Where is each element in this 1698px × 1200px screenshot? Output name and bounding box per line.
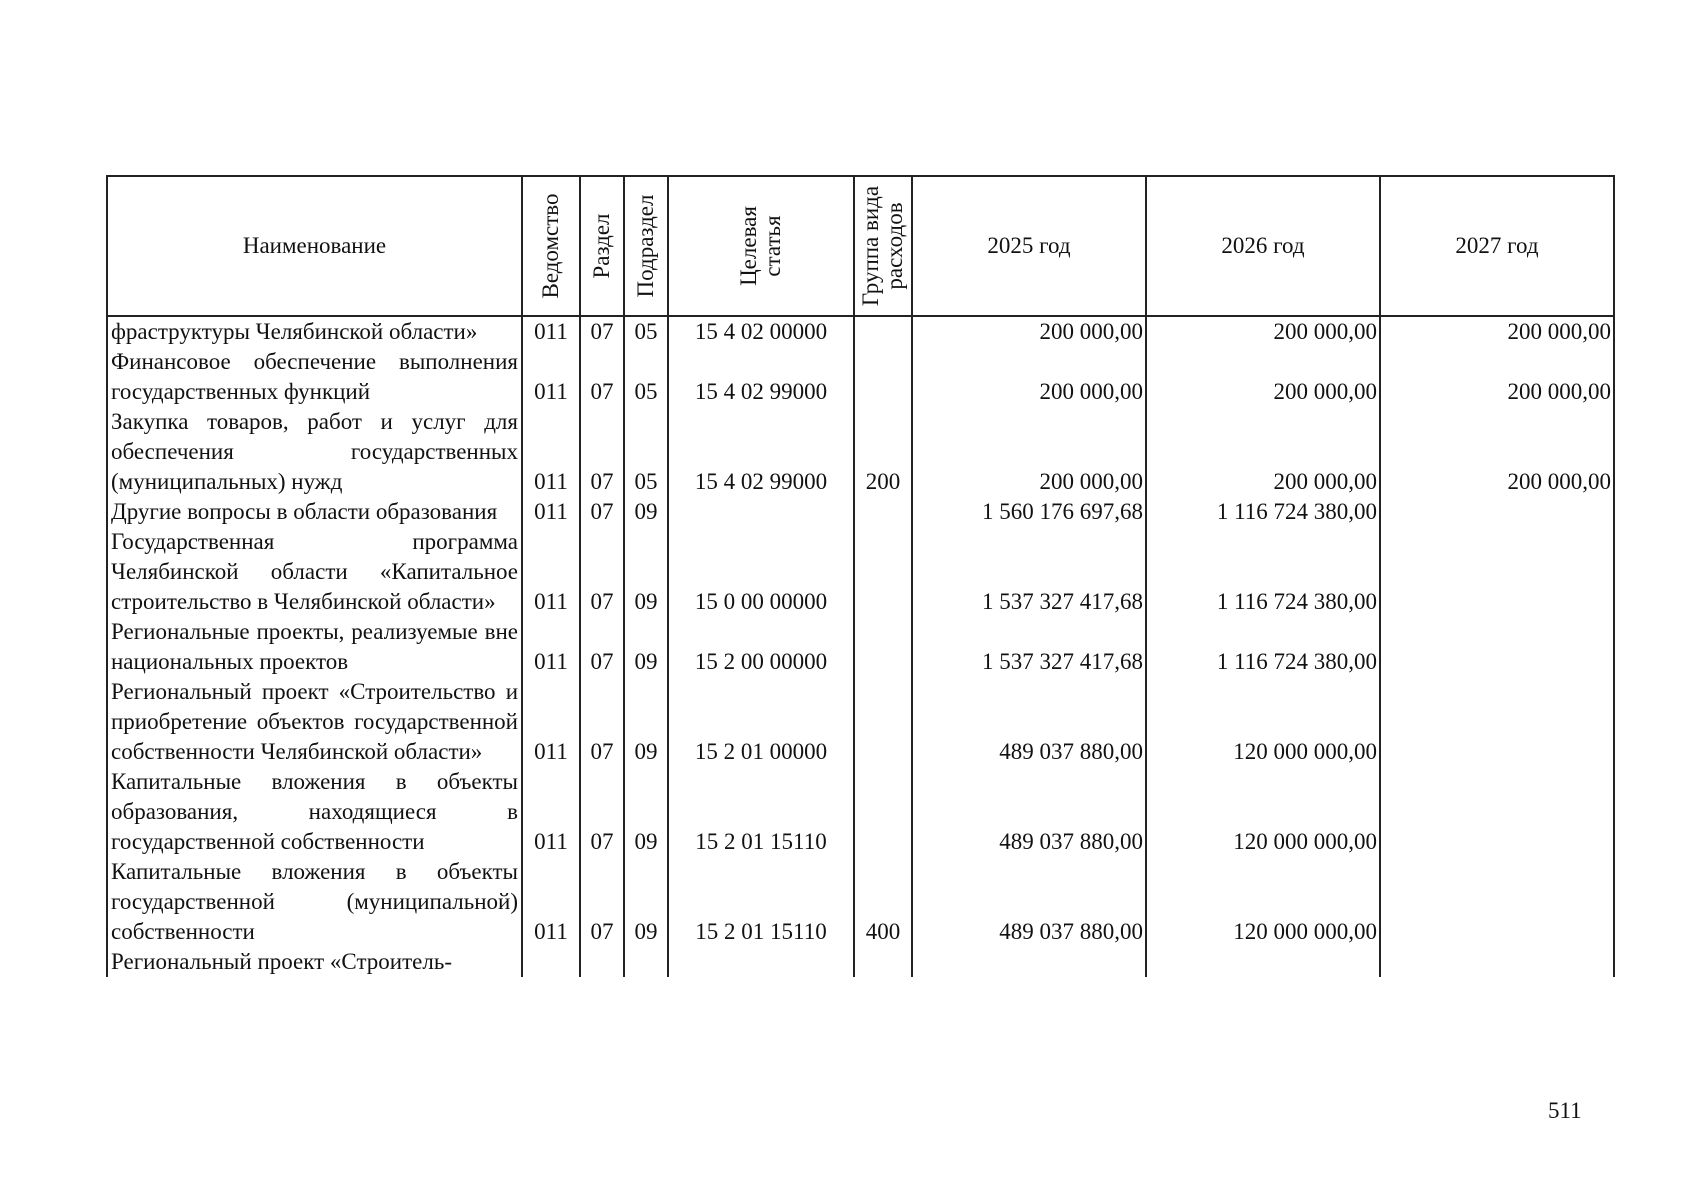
row-name: Капитальные вложения в объекты образования, находящиеся в государственной собственности: [107, 767, 522, 857]
row-razdel: 07: [580, 407, 624, 497]
row-razdel: 07: [580, 857, 624, 947]
row-amount-2026: [1146, 947, 1380, 977]
row-razdel: 07: [580, 527, 624, 617]
row-podrazdel: 09: [624, 617, 668, 677]
row-amount-2025: 200 000,00: [912, 316, 1146, 347]
table-row: [107, 316, 1614, 347]
row-amount-2026: 1 116 724 380,00: [1146, 497, 1380, 527]
row-target-article: 15 0 00 00000: [668, 527, 854, 617]
row-name: Капитальные вложения в объекты государственной (муниципальной) собственности: [107, 857, 522, 947]
row-amount-2025: 489 037 880,00: [912, 857, 1146, 947]
row-podrazdel: 09: [624, 677, 668, 767]
row-name: Финансовое обеспечение выполнения государственных функций: [107, 347, 522, 407]
row-razdel: 07: [580, 347, 624, 407]
row-amount-2025: 1 537 327 417,68: [912, 527, 1146, 617]
row-amount-2027: [1380, 857, 1614, 947]
row-vedomstvo: 011: [522, 767, 580, 857]
row-podrazdel: [624, 947, 668, 977]
row-expense-group: [854, 497, 912, 527]
row-amount-2025: 489 037 880,00: [912, 677, 1146, 767]
row-vedomstvo: 011: [522, 407, 580, 497]
header-row: [107, 176, 1614, 316]
table-body: [107, 316, 1614, 977]
row-expense-group: 400: [854, 857, 912, 947]
row-vedomstvo: 011: [522, 677, 580, 767]
header-2027: 2027 год: [1380, 176, 1614, 316]
row-amount-2027: [1380, 767, 1614, 857]
row-vedomstvo: 011: [522, 497, 580, 527]
row-expense-group: [854, 677, 912, 767]
row-amount-2026: 120 000 000,00: [1146, 677, 1380, 767]
row-amount-2025: 489 037 880,00: [912, 767, 1146, 857]
row-vedomstvo: 011: [522, 857, 580, 947]
row-amount-2025: 200 000,00: [912, 347, 1146, 407]
page-number: 511: [1548, 1098, 1582, 1123]
row-target-article: 15 2 01 15110: [668, 857, 854, 947]
row-amount-2026: 200 000,00: [1146, 316, 1380, 347]
header-name: Наименование: [107, 176, 522, 316]
row-podrazdel: 05: [624, 316, 668, 347]
row-podrazdel: 09: [624, 497, 668, 527]
row-razdel: 07: [580, 497, 624, 527]
row-amount-2026: 1 116 724 380,00: [1146, 617, 1380, 677]
row-name: Государственная программа Челябинской области «Капитальное строительство в Челябинской области»: [107, 527, 522, 617]
row-razdel: 07: [580, 316, 624, 347]
row-target-article: [668, 497, 854, 527]
row-name: Региональный проект «Строитель-: [107, 947, 522, 977]
row-name: Региональный проект «Строительство и приобретение объектов государственной собственности Челябинской области»: [107, 677, 522, 767]
row-expense-group: [854, 947, 912, 977]
row-podrazdel: 09: [624, 857, 668, 947]
row-expense-group: [854, 347, 912, 407]
row-name: Другие вопросы в области образования: [107, 497, 522, 527]
table-row: [107, 857, 1614, 947]
row-amount-2025: 1 560 176 697,68: [912, 497, 1146, 527]
row-amount-2025: 1 537 327 417,68: [912, 617, 1146, 677]
header-2025: 2025 год: [912, 176, 1146, 316]
row-amount-2025: [912, 947, 1146, 977]
row-amount-2025: 200 000,00: [912, 407, 1146, 497]
header-expense-group: Группа вида расходов: [854, 176, 912, 316]
table-row: [107, 347, 1614, 407]
row-target-article: 15 4 02 99000: [668, 407, 854, 497]
row-target-article: 15 2 00 00000: [668, 617, 854, 677]
row-podrazdel: 05: [624, 347, 668, 407]
row-amount-2026: 120 000 000,00: [1146, 857, 1380, 947]
table-row: [107, 407, 1614, 497]
row-amount-2027: [1380, 497, 1614, 527]
row-amount-2027: 200 000,00: [1380, 347, 1614, 407]
row-target-article: 15 4 02 99000: [668, 347, 854, 407]
row-amount-2027: [1380, 947, 1614, 977]
row-target-article: [668, 947, 854, 977]
header-podrazdel: Подраздел: [624, 176, 668, 316]
table-row: [107, 677, 1614, 767]
row-razdel: 07: [580, 767, 624, 857]
row-target-article: 15 2 01 15110: [668, 767, 854, 857]
row-vedomstvo: [522, 947, 580, 977]
row-amount-2026: 200 000,00: [1146, 407, 1380, 497]
row-name: фраструктуры Челябинской области»: [107, 316, 522, 347]
row-amount-2027: 200 000,00: [1380, 407, 1614, 497]
row-expense-group: [854, 617, 912, 677]
row-expense-group: [854, 527, 912, 617]
header-razdel: Раздел: [580, 176, 624, 316]
row-target-article: 15 4 02 00000: [668, 316, 854, 347]
row-vedomstvo: 011: [522, 347, 580, 407]
row-podrazdel: 05: [624, 407, 668, 497]
budget-table: [106, 175, 1615, 977]
row-expense-group: [854, 767, 912, 857]
row-amount-2026: 120 000 000,00: [1146, 767, 1380, 857]
row-razdel: 07: [580, 677, 624, 767]
row-expense-group: [854, 316, 912, 347]
header-2026: 2026 год: [1146, 176, 1380, 316]
row-amount-2027: [1380, 677, 1614, 767]
row-vedomstvo: 011: [522, 617, 580, 677]
table-row: [107, 497, 1614, 527]
header-target-article: Целевая статья: [668, 176, 854, 316]
row-target-article: 15 2 01 00000: [668, 677, 854, 767]
row-podrazdel: 09: [624, 527, 668, 617]
table-row: [107, 617, 1614, 677]
header-vedomstvo: Ведомство: [522, 176, 580, 316]
row-amount-2027: [1380, 527, 1614, 617]
row-vedomstvo: 011: [522, 316, 580, 347]
row-expense-group: 200: [854, 407, 912, 497]
row-razdel: 07: [580, 617, 624, 677]
row-name: Региональные проекты, реализуемые вне национальных проектов: [107, 617, 522, 677]
row-amount-2026: 200 000,00: [1146, 347, 1380, 407]
row-vedomstvo: 011: [522, 527, 580, 617]
row-amount-2027: [1380, 617, 1614, 677]
table-row: [107, 947, 1614, 977]
row-podrazdel: 09: [624, 767, 668, 857]
table-row: [107, 767, 1614, 857]
row-amount-2027: 200 000,00: [1380, 316, 1614, 347]
row-amount-2026: 1 116 724 380,00: [1146, 527, 1380, 617]
row-razdel: [580, 947, 624, 977]
table-row: [107, 527, 1614, 617]
row-name: Закупка товаров, работ и услуг для обеспечения государственных (муниципальных) нужд: [107, 407, 522, 497]
